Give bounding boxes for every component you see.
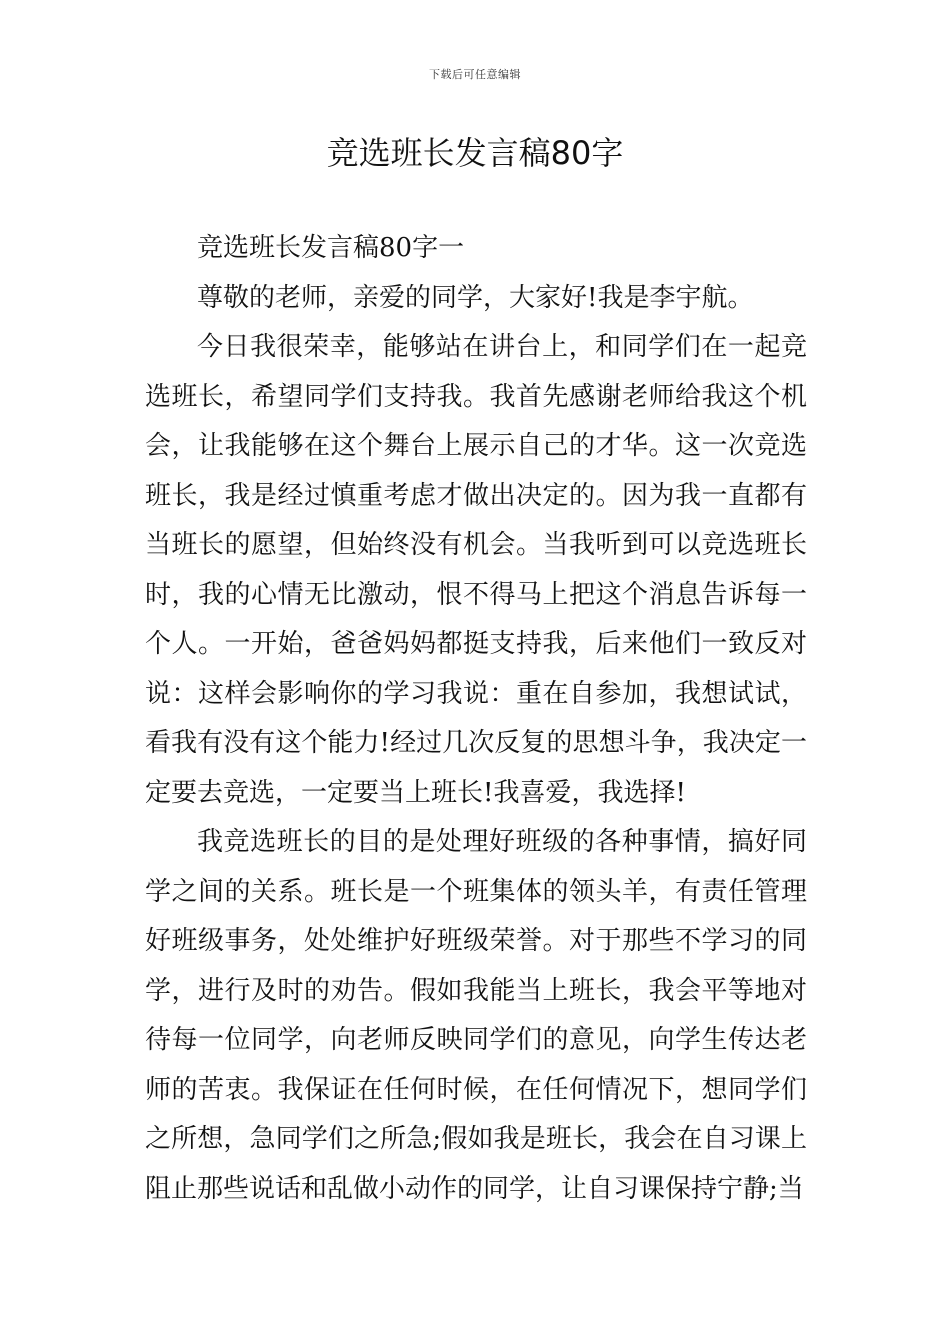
paragraph-body-2: 我竞选班长的目的是处理好班级的各种事情，搞好同学之间的关系。班长是一个班集体的领头羊，有责任管理好班级事务，处处维护好班级荣誉。对于那些不学习的同学，进行及时的劝告。假如我能当上班长，我会平等地对待每一位同学，向老师反映同学们的意见，向学生传达老师的苦衷。我保证在任何时候，在任何情况下，想同学们之所想，急同学们之所急;假如我是班长，我会在自习课上阻止那些说话和乱做小动作的同学，让自习课保持宁静;当 <box>145 827 807 1204</box>
paragraph-greeting: 尊敬的老师，亲爱的同学，大家好!我是李宇航。 <box>197 282 754 313</box>
document-body <box>145 224 807 1214</box>
paragraph-subtitle: 竞选班长发言稿80字一 <box>197 233 465 263</box>
document-title: 竞选班长发言稿80字 <box>326 134 624 172</box>
paragraph-body-1: 今日我很荣幸，能够站在讲台上，和同学们在一起竞选班长，希望同学们支持我。我首先感谢老师给我这个机会，让我能够在这个舞台上展示自己的才华。这一次竞选班长，我是经过慎重考虑才做出决定的。因为我一直都有当班长的愿望，但始终没有机会。当我听到可以竞选班长时，我的心情无比激动，恨不得马上把这个消息告诉每一个人。一开始，爸爸妈妈都挺支持我，后来他们一致反对说：这样会影响你的学习我说：重在自参加，我想试试，看我有没有这个能力!经过几次反复的思想斗争，我决定一定要去竞选，一定要当上班长!我喜爱，我选择! <box>145 332 807 808</box>
header-note: 下载后可任意编辑 <box>429 68 521 81</box>
